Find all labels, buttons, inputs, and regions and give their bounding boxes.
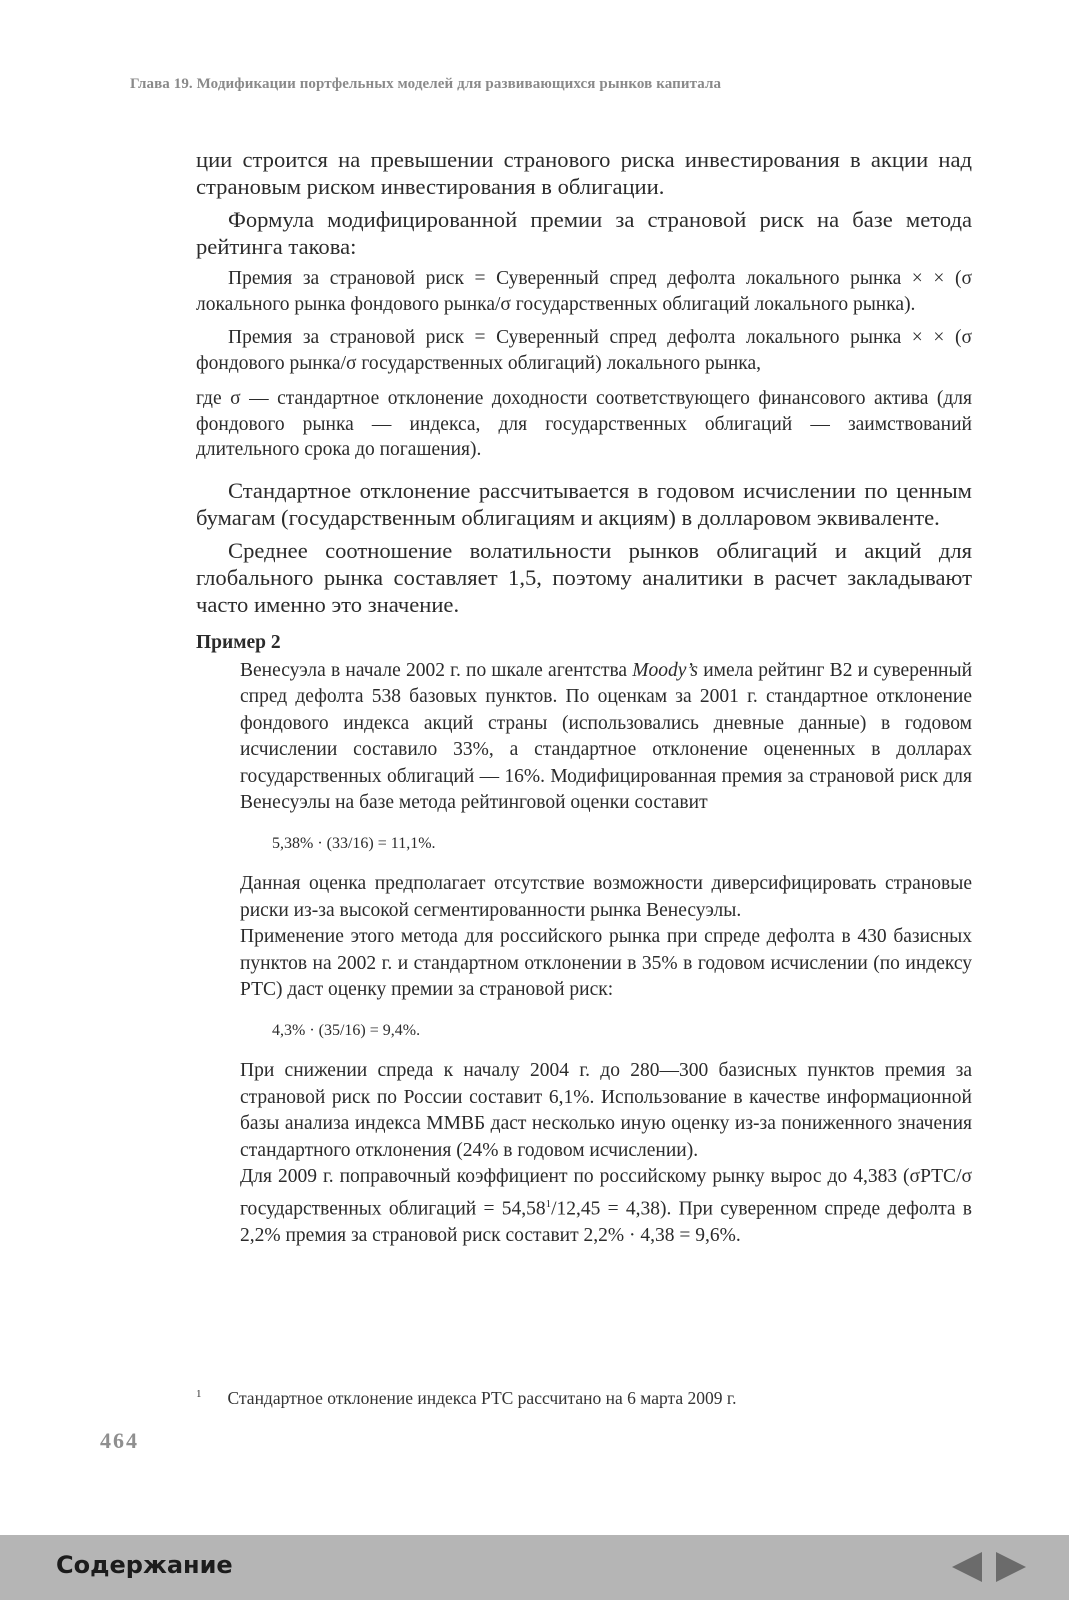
navigation-bar — [0, 1535, 1069, 1600]
example-block — [240, 658, 972, 1250]
text-span: имела рейтинг B2 и суверенный спред дефолта 538 базовых пунктов. По оценкам за 2001 г. стандартное отклонение фондового индекса акций страны (использовались дневные данные) в годовом исчислении составило 33%, а стандартное отклонение оцененных в долларах государственных облигаций — 16%. Модифицированная премия за страновой риск для Венесуэлы на базе метода рейтинговой оценки составит — [240, 659, 973, 813]
agency-name: Moody’s — [632, 659, 699, 681]
text-span: Венесуэла в начале 2002 г. по шкале агентства — [240, 659, 633, 681]
paragraph: Стандартное отклонение рассчитывается в годовом исчислении по ценным бумагам (государственным облигациям и акциям) в долларовом эквиваленте. — [196, 477, 972, 530]
contents-link[interactable]: Содержание — [56, 1551, 233, 1579]
running-head: Глава 19. Модификации портфельных моделей для развивающихся рынков капитала — [130, 76, 722, 92]
example-paragraph — [240, 658, 972, 817]
prev-page-icon[interactable] — [952, 1552, 982, 1582]
footnote-text: Стандартное отклонение индекса РТС рассчитано на 6 марта 2009 г. — [227, 1388, 737, 1408]
example-title: Пример 2 — [196, 631, 281, 653]
footnote-ref: 1 — [545, 1197, 552, 1210]
paragraph: Формула модифицированной премии за страновой риск на базе метода рейтинга такова: — [196, 207, 972, 259]
page-number: 464 — [100, 1428, 139, 1453]
formula: Премия за страновой риск = Суверенный спред дефолта локального рынка × × (σ фондового рынка/σ государственных облигаций) локального рынка, — [196, 327, 972, 374]
calculation: 4,3% · (35/16) = 9,4%. — [272, 1021, 421, 1039]
footnote — [196, 1388, 737, 1409]
paragraph: где σ — стандартное отклонение доходности соответствующего финансового актива (для фондового рынка — индекса, для государственных облигаций — заимствований длительного срока до погашения). — [196, 388, 972, 460]
example-paragraph: Применение этого метода для российского рынка при спреде дефолта в 430 базисных пунктов на 2002 г. и стандартном отклонении в 35% в годовом исчислении (по индексу РТС) даст оценку премии за страновой риск: — [240, 926, 972, 1000]
formula: Премия за страновой риск = Суверенный спред дефолта локального рынка × × (σ локального рынка фондового рынка/σ государственных облигаций локального рынка). — [196, 268, 972, 315]
page-body — [196, 146, 972, 1249]
example-paragraph — [240, 1164, 972, 1249]
paragraph: ции строится на превышении странового риска инвестирования в акции над страновым риском инвестирования в облигации. — [196, 147, 972, 199]
next-page-icon[interactable] — [996, 1552, 1026, 1582]
paragraph: Среднее соотношение волатильности рынков облигаций и акций для глобального рынка составляет 1,5, поэтому аналитики в расчет закладывают часто именно это значение. — [196, 537, 972, 617]
text-span: /12,45 = 4,38). При суверенном спреде дефолта в 2,2% премия за страновой риск составит 2,2% · 4,38 = 9,6%. — [240, 1198, 972, 1246]
example-paragraph: При снижении спреда к началу 2004 г. до 280—300 базисных пунктов премия за страновой риск по России составит 6,1%. Использование в качестве информационной базы анализа индекса ММВБ даст несколько иную оценку из-за пониженного значения стандартного отклонения (24% в годовом исчислении). — [240, 1060, 972, 1161]
footnote-mark: 1 — [196, 1388, 202, 1400]
example-paragraph: Данная оценка предполагает отсутствие возможности диверсифицировать страновые риски из-за высокой сегментированности рынка Венесуэлы. — [240, 873, 972, 921]
text-span: Для 2009 г. поправочный коэффициент по российскому рынку вырос до 4,383 (σРТС/σ государственных облигаций = 54,58 — [240, 1166, 972, 1219]
calculation: 5,38% · (33/16) = 11,1%. — [272, 834, 436, 852]
